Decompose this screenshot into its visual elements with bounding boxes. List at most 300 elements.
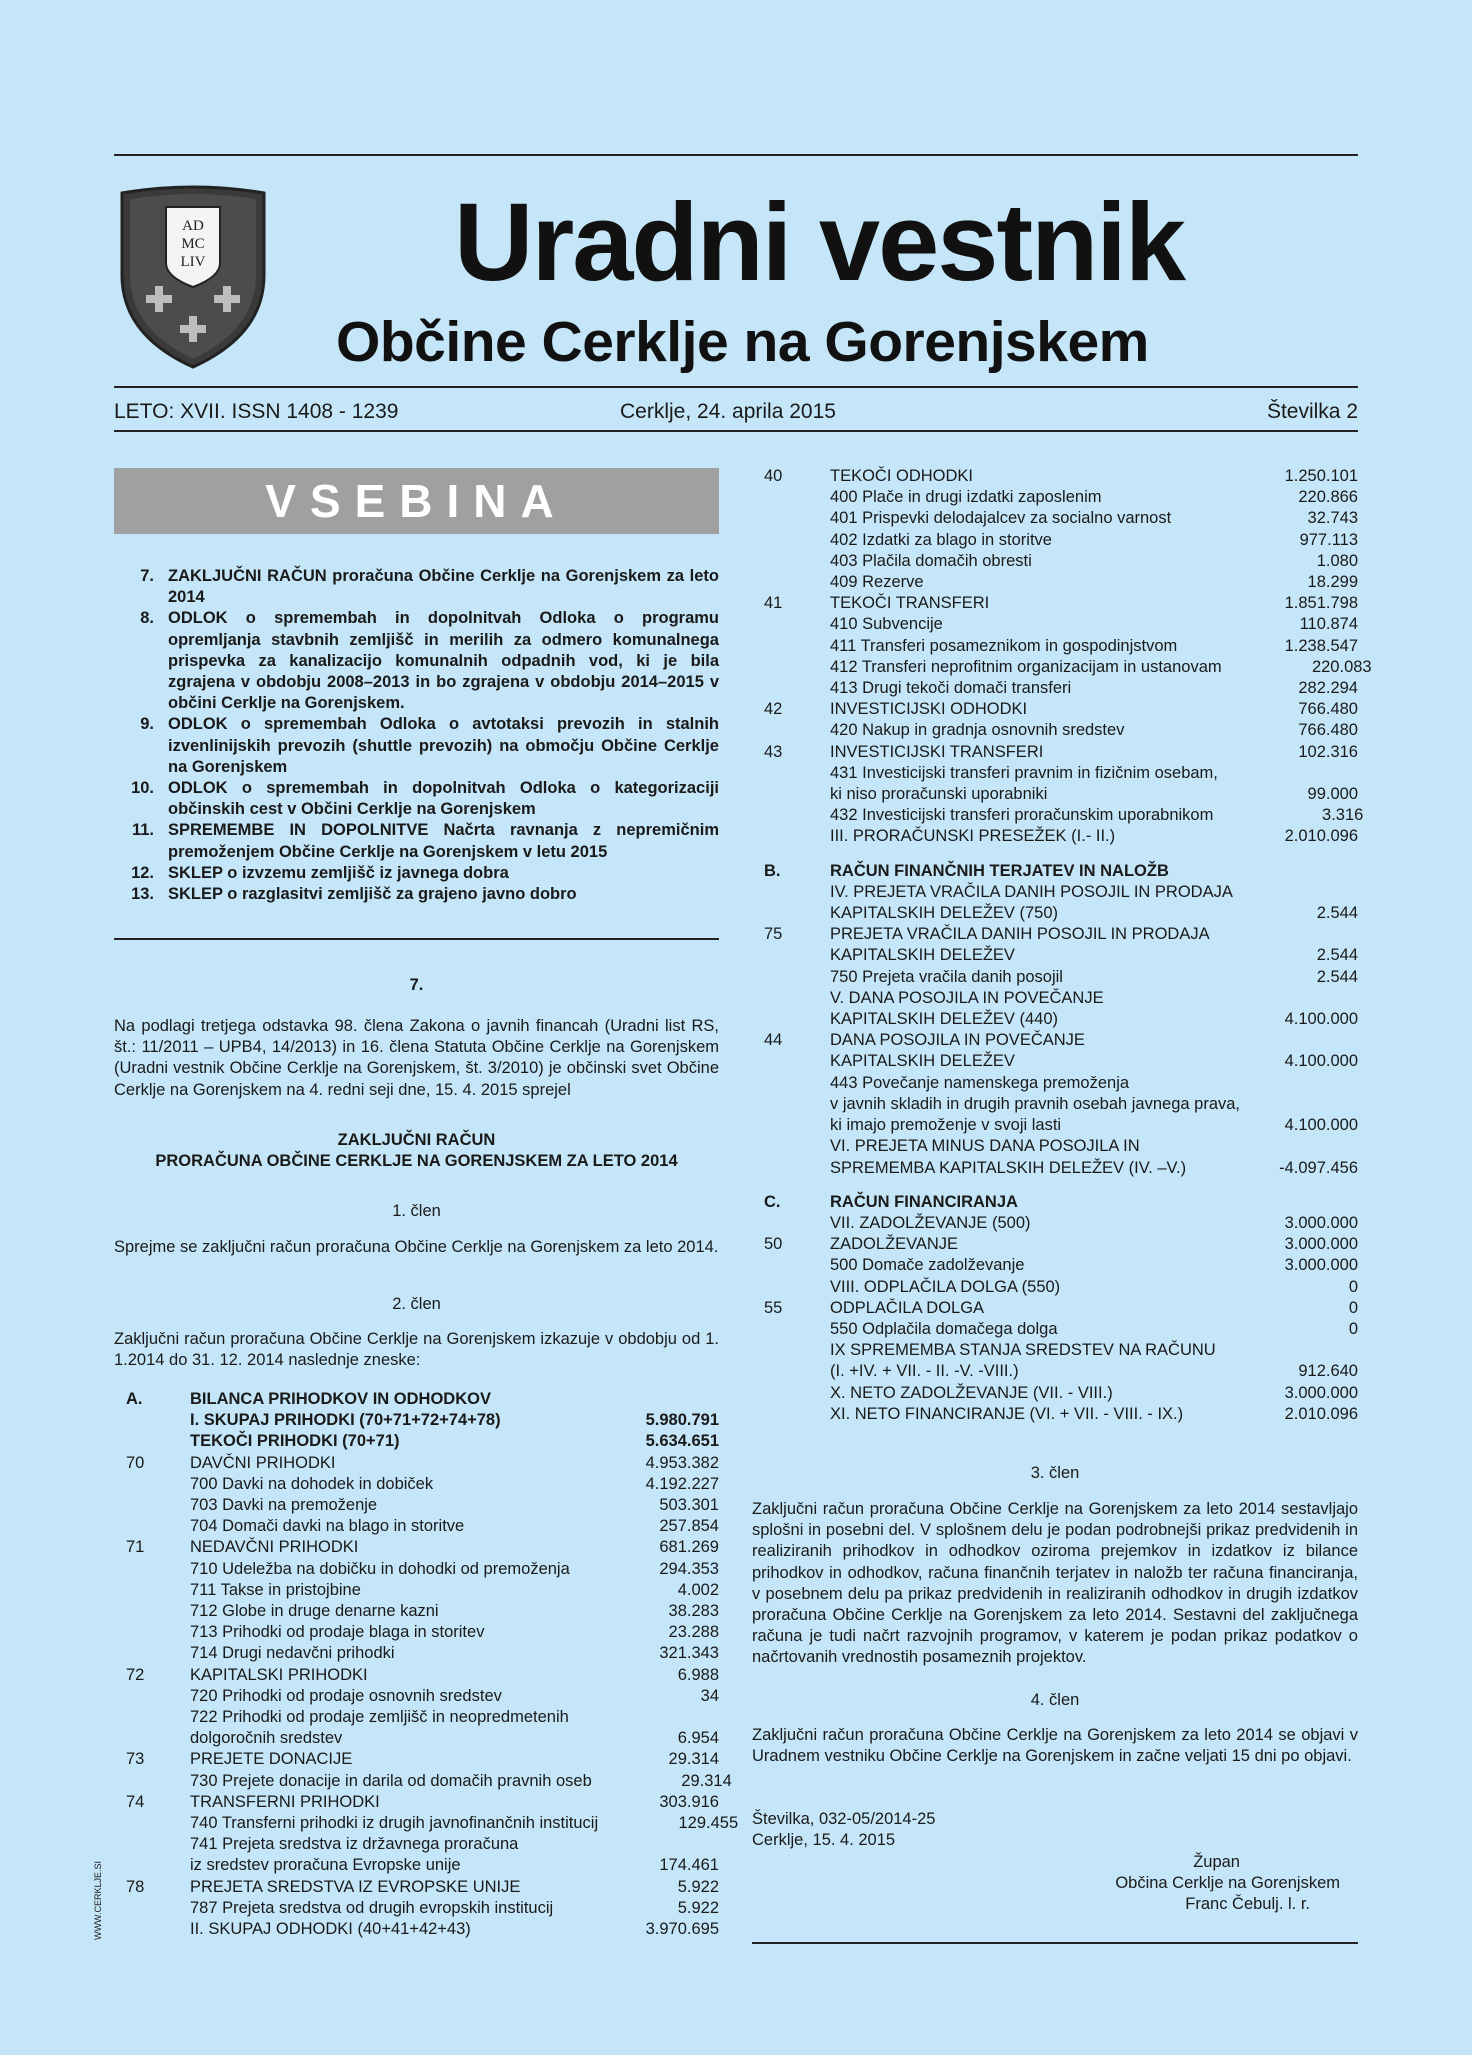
account-label: 703 Davki na premoženje xyxy=(190,1496,378,1515)
amount: 766.480 xyxy=(1298,721,1358,740)
amount xyxy=(579,1834,719,1855)
act-title-line2: PRORAČUNA OBČINE CERKLJE NA GORENJSKEM ZA LETO 2014 xyxy=(155,1152,678,1170)
account-code xyxy=(114,1771,190,1792)
account-code: 55 xyxy=(764,1298,783,1317)
document-number: Številka, 032-05/2014-25 xyxy=(752,1810,936,1828)
table-row xyxy=(114,1601,719,1622)
account-label: I. SKUPAJ PRIHODKI (70+71+72+74+78) xyxy=(190,1411,501,1430)
account-label: 550 Odplačila domačega dolga xyxy=(830,1319,1058,1338)
table-row xyxy=(752,1009,1358,1030)
account-code xyxy=(752,1383,830,1404)
table-row xyxy=(752,614,1358,635)
clen2-heading: 2. člen xyxy=(392,1295,441,1313)
table-row xyxy=(752,678,1358,699)
amount: -4.097.456 xyxy=(1279,1158,1358,1177)
amount: 34 xyxy=(700,1686,719,1705)
clen1-text: Sprejme se zaključni račun proračuna Občine Cerklje na Gorenjskem za leto 2014. xyxy=(114,1238,719,1256)
account-label: 401 Prispevki delodajalcev za socialno varnost xyxy=(830,509,1172,528)
table-row xyxy=(114,1707,719,1728)
toc-item-number: 10. xyxy=(131,779,154,798)
place-date: Cerklje, 15. 4. 2015 xyxy=(752,1831,896,1849)
account-code xyxy=(114,1474,190,1495)
amount: 3.316 xyxy=(1322,806,1364,825)
clen3-text: Zaključni račun proračuna Občine Cerklje na Gorenjskem za leto 2014 sestavljajo splošni in posebni del. V splošnem delu je podan podrobnejši prikaz predvidenih in realiziranih prihodkov in odhodkov oziroma prejemkov in izdatkov iz bilance prihodkov in odhodkov, računa finančnih terjatev in naložb ter računa financiranja, v posebnem delu pa prikaz predvidenih in realiziranih odhodkov in drugih izdatkov proračuna Občine Cerklje na Gorenjskem za leto 2014. Sestavni del zaključnega računa je tudi načrt razvojnih programov, v katerem je podan prikaz podatkov o načrtovanih vrednostih posameznih projektov. xyxy=(752,1500,1358,1667)
table-row xyxy=(114,1877,719,1898)
account-label: TEKOČI PRIHODKI (70+71) xyxy=(190,1432,400,1451)
amount xyxy=(1233,882,1383,903)
account-label: V. DANA POSOJILA IN POVEČANJE xyxy=(830,988,1104,1007)
table-row xyxy=(752,882,1358,903)
table-row xyxy=(752,784,1358,805)
account-code: 43 xyxy=(764,742,783,761)
toc-item xyxy=(114,608,719,714)
table-row xyxy=(114,1919,719,1940)
amount: 4.100.000 xyxy=(1284,1052,1358,1071)
amount: 5.634.651 xyxy=(645,1432,719,1451)
table-row xyxy=(752,1158,1358,1179)
amount: 977.113 xyxy=(1299,530,1358,549)
table-row xyxy=(752,1051,1358,1072)
table-row xyxy=(114,1792,719,1813)
account-code xyxy=(114,1622,190,1643)
table-spacer xyxy=(752,848,1358,861)
amount: 174.461 xyxy=(659,1856,719,1875)
table-row xyxy=(752,1340,1358,1361)
amount: 3.970.695 xyxy=(645,1920,719,1939)
table-row xyxy=(752,1319,1358,1340)
table-row xyxy=(752,508,1358,529)
amount: 282.294 xyxy=(1298,679,1358,698)
amount: 1.250.101 xyxy=(1284,467,1358,485)
account-code xyxy=(114,1813,190,1834)
table-of-contents xyxy=(114,566,719,905)
account-code xyxy=(114,1834,190,1855)
account-label: 787 Prejeta sredstva od drugih evropskih institucij xyxy=(190,1898,554,1917)
amount: 4.100.000 xyxy=(1284,1010,1358,1029)
account-code xyxy=(752,1051,830,1072)
account-label: X. NETO ZADOLŽEVANJE (VII. - VIII.) xyxy=(830,1383,1113,1402)
table-row xyxy=(114,1643,719,1664)
toc-item-number: 12. xyxy=(131,863,154,882)
toc-item-number: 13. xyxy=(131,885,154,904)
account-label: IX SPREMEMBA STANJA SREDSTEV NA RAČUNU xyxy=(830,1341,1216,1360)
account-code: 70 xyxy=(126,1453,145,1472)
toc-item xyxy=(114,566,719,608)
account-code xyxy=(114,1580,190,1601)
account-label: 710 Udeležba na dobičku in dohodki od premoženja xyxy=(190,1559,570,1578)
amount: 1.851.798 xyxy=(1284,594,1358,613)
table-spacer xyxy=(752,1179,1358,1192)
account-label: DAVČNI PRIHODKI xyxy=(190,1453,336,1472)
amount xyxy=(1208,988,1358,1009)
table-row xyxy=(752,572,1358,593)
toc-item xyxy=(114,714,719,778)
account-label: 431 Investicijski transferi pravnim in fizičnim osebam, xyxy=(830,763,1218,782)
amount: 32.743 xyxy=(1307,509,1358,528)
table-row xyxy=(752,487,1358,508)
account-code xyxy=(752,784,830,805)
account-label: (I. +IV. + VII. - II. -V. -VIII.) xyxy=(830,1362,1019,1381)
toc-item xyxy=(114,884,719,905)
table-row xyxy=(752,1192,1358,1213)
account-code xyxy=(752,826,830,847)
toc-item-text: ZAKLJUČNI RAČUN proračuna Občine Cerklje na Gorenjskem za leto 2014 xyxy=(168,567,719,607)
account-label: 750 Prejeta vračila danih posojil xyxy=(830,967,1063,986)
toc-item xyxy=(114,820,719,862)
account-code xyxy=(114,1898,190,1919)
amount: 220.866 xyxy=(1298,488,1358,507)
account-label: BILANCA PRIHODKOV IN ODHODKOV xyxy=(190,1390,491,1408)
table-row xyxy=(752,1383,1358,1404)
table-row xyxy=(752,466,1358,487)
amount xyxy=(1240,1094,1390,1115)
amount: 303.916 xyxy=(659,1792,719,1811)
table-row xyxy=(752,1030,1358,1051)
table-row xyxy=(752,720,1358,741)
account-label: 711 Takse in pristojbine xyxy=(190,1580,361,1599)
amount: 4.002 xyxy=(677,1580,719,1599)
act-preamble: Na podlagi tretjega odstavka 98. člena Zakona o javnih financah (Uradni list RS, št.: 11/2011 – UPB4, 14/2013) in 16. člena Statuta Občine Cerklje na Gorenjskem (Uradni vestnik Občine Cerklje na Gorenjskem, št. 3/2010) je občinski svet Občine Cerklje na Gorenjskem na 4. redni seji dne, 15. 4. 2015 sprejel xyxy=(114,1017,719,1099)
account-code xyxy=(752,657,830,678)
table-row xyxy=(114,1665,719,1686)
contents-heading: VSEBINA xyxy=(114,468,719,534)
table-row xyxy=(752,636,1358,657)
amount: 2.010.096 xyxy=(1284,1404,1358,1423)
financial-accounts-table xyxy=(752,466,1372,1425)
amount: 257.854 xyxy=(659,1517,719,1536)
account-label: 402 Izdatki za blago in storitve xyxy=(830,530,1052,549)
account-code xyxy=(114,1728,190,1749)
account-code xyxy=(752,988,830,1009)
table-row xyxy=(114,1622,719,1643)
toc-item-number: 9. xyxy=(140,715,154,734)
amount: 220.083 xyxy=(1311,657,1372,676)
table-row xyxy=(752,1213,1358,1234)
account-label: ODPLAČILA DOLGA xyxy=(830,1298,985,1317)
account-label: TEKOČI TRANSFERI xyxy=(830,594,990,613)
crest-text-2: MC xyxy=(181,236,205,252)
account-label: PREJETA SREDSTVA IZ EVROPSKE UNIJE xyxy=(190,1877,521,1896)
account-code: 40 xyxy=(764,467,783,485)
amount: 0 xyxy=(1348,1277,1358,1296)
amount: 294.353 xyxy=(659,1559,719,1578)
account-label: 720 Prihodki od prodaje osnovnih sredstev xyxy=(190,1686,502,1705)
account-code xyxy=(114,1707,190,1728)
amount: 1.238.547 xyxy=(1284,636,1358,655)
account-code xyxy=(114,1601,190,1622)
amount xyxy=(1218,763,1368,784)
account-label: KAPITALSKIH DELEŽEV xyxy=(830,1052,1015,1071)
table-row xyxy=(752,1094,1358,1115)
account-label: RAČUN FINANCIRANJA xyxy=(830,1192,1018,1211)
clen2-text: Zaključni račun proračuna Občine Cerklje na Gorenjskem izkazuje v obdobju od 1. 1.2014 do 31. 12. 2014 naslednje zneske: xyxy=(114,1330,719,1370)
signature-rule xyxy=(752,1942,1358,1944)
account-code xyxy=(752,636,830,657)
account-label: 400 Plače in drugi izdatki zaposlenim xyxy=(830,488,1102,507)
account-code xyxy=(752,1009,830,1030)
table-row xyxy=(114,1855,719,1876)
table-row xyxy=(114,1516,719,1537)
act-number: 7. xyxy=(409,976,424,994)
account-code xyxy=(752,1277,830,1298)
amount: 0 xyxy=(1348,1319,1358,1338)
table-row xyxy=(752,988,1358,1009)
account-code: 44 xyxy=(764,1031,783,1050)
toc-item-text: SKLEP o razglasitvi zemljišč za grajeno javno dobro xyxy=(168,885,577,904)
table-row xyxy=(752,1361,1358,1382)
account-label: XI. NETO FINANCIRANJE (VI. + VII. - VIII. - IX.) xyxy=(830,1404,1184,1423)
table-row xyxy=(114,1389,719,1410)
account-code xyxy=(752,614,830,635)
account-code xyxy=(752,903,830,924)
account-label: 700 Davki na dohodek in dobiček xyxy=(190,1474,434,1493)
account-label: RAČUN FINANČNIH TERJATEV IN NALOŽB xyxy=(830,861,1169,880)
table-row xyxy=(752,1115,1358,1136)
table-row xyxy=(752,1136,1358,1157)
publication-subtitle: Občine Cerklje na Gorenjskem xyxy=(336,310,1149,374)
account-code: 50 xyxy=(764,1235,783,1254)
account-label: 740 Transferni prihodki iz drugih javnofinančnih institucij xyxy=(190,1814,599,1833)
table-row xyxy=(752,945,1358,966)
account-code xyxy=(114,1516,190,1537)
account-code xyxy=(752,1340,830,1361)
signature-title: Župan xyxy=(1193,1853,1240,1871)
table-row xyxy=(114,1537,719,1558)
account-label: 722 Prihodki od prodaje zemljišč in neopredmetenih xyxy=(190,1708,569,1727)
table-row xyxy=(752,967,1358,988)
account-code: 73 xyxy=(126,1750,145,1769)
account-label: 714 Drugi nedavčni prihodki xyxy=(190,1644,395,1663)
account-label: II. SKUPAJ ODHODKI (40+41+42+43) xyxy=(190,1920,471,1939)
publication-title: Uradni vestnik xyxy=(454,181,1185,304)
amount: 321.343 xyxy=(659,1644,719,1663)
clen4-heading: 4. člen xyxy=(1030,1691,1080,1709)
account-code xyxy=(114,1686,190,1707)
clen4-text: Zaključni račun proračuna Občine Cerklje na Gorenjskem za leto 2014 se objavi v Uradnem vestniku Občine Cerklje na Gorenjskem in začne veljati 15 dni po objavi. xyxy=(752,1726,1358,1766)
signature-municipality: Občina Cerklje na Gorenjskem xyxy=(1115,1874,1340,1892)
table-row xyxy=(114,1728,719,1749)
amount: 5.922 xyxy=(677,1898,719,1917)
table-row xyxy=(114,1771,732,1792)
account-label: 432 Investicijski transferi proračunskim uporabnikom xyxy=(830,806,1214,825)
table-row xyxy=(114,1410,719,1431)
table-row xyxy=(752,699,1358,720)
account-code xyxy=(752,1319,830,1340)
account-label: III. PRORAČUNSKI PRESEŽEK (I.- II.) xyxy=(830,827,1116,846)
revenue-expenditure-table xyxy=(114,1389,739,1940)
table-row xyxy=(114,1580,719,1601)
account-code xyxy=(752,763,830,784)
table-row xyxy=(114,1749,719,1770)
amount: 2.544 xyxy=(1316,946,1358,965)
amount: 18.299 xyxy=(1307,573,1358,592)
table-row xyxy=(114,1834,719,1855)
table-row xyxy=(752,903,1358,924)
toc-item-number: 7. xyxy=(140,567,154,585)
amount xyxy=(1208,1073,1358,1094)
toc-item-text: SPREMEMBE IN DOPOLNITVE Načrta ravnanja z nepremičnim premoženjem Občine Cerklje na Gorenjskem v letu 2015 xyxy=(168,821,719,861)
amount xyxy=(579,1389,719,1410)
crest-text-1: AD xyxy=(182,218,204,234)
table-row xyxy=(114,1474,719,1495)
amount: 99.000 xyxy=(1307,785,1358,804)
amount: 5.980.791 xyxy=(645,1411,719,1430)
top-rule xyxy=(114,154,1358,156)
amount: 503.301 xyxy=(659,1496,719,1515)
amount: 1.080 xyxy=(1316,551,1358,570)
amount: 3.000.000 xyxy=(1284,1213,1358,1232)
account-label: KAPITALSKI PRIHODKI xyxy=(190,1665,368,1684)
account-code xyxy=(114,1643,190,1664)
contents-divider xyxy=(114,938,719,940)
amount: 2.544 xyxy=(1316,904,1358,923)
account-code xyxy=(752,1404,830,1425)
table-row xyxy=(752,1255,1358,1276)
toc-item-text: SKLEP o izvzemu zemljišč iz javnega dobra xyxy=(168,863,509,882)
amount: 2.544 xyxy=(1316,967,1358,986)
table-row xyxy=(114,1559,719,1580)
account-code: 42 xyxy=(764,700,783,719)
table-row xyxy=(114,1686,719,1707)
table-row xyxy=(114,1495,719,1516)
account-label: KAPITALSKIH DELEŽEV (440) xyxy=(830,1010,1059,1029)
toc-item-text: ODLOK o spremembah in dopolnitvah Odloka o programu opremljanja stavbnih zemljišč in merilih za odmero komunalnega prispevka za kanalizacijo komunalnih odpadnih vod, ki je bila zgrajena v obdobju 2008–2013 in bo zgrajena v obdobju 2014–2015 v občini Cerklje na Gorenjskem. xyxy=(168,609,719,713)
account-code xyxy=(752,945,830,966)
account-label: INVESTICIJSKI ODHODKI xyxy=(830,700,1028,719)
account-code xyxy=(752,572,830,593)
account-code xyxy=(114,1919,190,1940)
amount: 6.988 xyxy=(677,1665,719,1684)
account-label: VII. ZADOLŽEVANJE (500) xyxy=(830,1213,1031,1232)
table-row xyxy=(752,530,1358,551)
amount: 38.283 xyxy=(668,1602,719,1621)
table-row xyxy=(752,1234,1358,1255)
account-label: IV. PREJETA VRAČILA DANIH POSOJIL IN PRODAJA xyxy=(830,882,1233,901)
amount: 129.455 xyxy=(678,1814,739,1833)
account-label: 403 Plačila domačih obresti xyxy=(830,551,1032,570)
table-row xyxy=(752,1073,1358,1094)
amount: 4.100.000 xyxy=(1284,1116,1358,1135)
amount: 4.953.382 xyxy=(645,1453,719,1472)
account-code: 78 xyxy=(126,1877,145,1896)
account-code xyxy=(752,1255,830,1276)
amount xyxy=(1208,1136,1358,1157)
account-label: 713 Prihodki od prodaje blaga in storitev xyxy=(190,1623,485,1642)
account-label: KAPITALSKIH DELEŽEV (750) xyxy=(830,904,1059,923)
amount xyxy=(1210,924,1360,945)
table-row xyxy=(114,1898,719,1919)
clen3-heading: 3. člen xyxy=(1030,1464,1080,1482)
account-label: PREJETA VRAČILA DANIH POSOJIL IN PRODAJA xyxy=(830,925,1210,944)
account-label: 741 Prejeta sredstva iz državnega proračuna xyxy=(190,1835,519,1854)
account-label: 712 Globe in druge denarne kazni xyxy=(190,1602,439,1621)
amount: 3.000.000 xyxy=(1284,1383,1358,1402)
account-label: dolgoročnih sredstev xyxy=(190,1729,343,1748)
account-label: ki niso proračunski uporabniki xyxy=(830,785,1048,804)
table-row xyxy=(752,1277,1358,1298)
table-row xyxy=(752,826,1358,847)
account-code: 72 xyxy=(126,1665,145,1684)
amount xyxy=(1208,861,1358,882)
table-row xyxy=(752,1298,1358,1319)
account-label: v javnih skladih in drugih pravnih osebah javnega prava, xyxy=(830,1094,1241,1113)
account-label: 410 Subvencije xyxy=(830,615,943,634)
issue-year-issn: LETO: XVII. ISSN 1408 - 1239 xyxy=(114,400,399,423)
account-code xyxy=(752,508,830,529)
amount: 6.954 xyxy=(677,1729,719,1748)
amount: 3.000.000 xyxy=(1284,1256,1358,1275)
account-code: 75 xyxy=(764,925,783,944)
account-code xyxy=(752,530,830,551)
issue-date: Cerklje, 24. aprila 2015 xyxy=(620,400,836,423)
toc-item xyxy=(114,778,719,820)
account-code: 74 xyxy=(126,1792,145,1811)
act-title-line1: ZAKLJUČNI RAČUN xyxy=(337,1131,496,1149)
table-row xyxy=(752,593,1358,614)
account-label: PREJETE DONACIJE xyxy=(190,1750,353,1769)
account-label: 704 Domači davki na blago in storitve xyxy=(190,1517,465,1536)
account-code: 41 xyxy=(764,594,783,613)
account-label: 409 Rezerve xyxy=(830,573,924,592)
account-code xyxy=(752,551,830,572)
account-label: 730 Prejete donacije in darila od domačih pravnih oseb xyxy=(190,1771,592,1790)
account-label: VIII. ODPLAČILA DOLGA (550) xyxy=(830,1277,1061,1296)
account-label: 500 Domače zadolževanje xyxy=(830,1256,1025,1275)
amount: 3.000.000 xyxy=(1284,1235,1358,1254)
amount: 2.010.096 xyxy=(1284,827,1358,846)
account-label: ki imajo premoženje v svoji lasti xyxy=(830,1116,1062,1135)
website-side-text: WWW.CERKLJE.SI xyxy=(93,1860,103,1940)
toc-item-number: 11. xyxy=(131,821,154,840)
account-code xyxy=(752,967,830,988)
amount: 29.314 xyxy=(668,1750,719,1769)
account-label: SPREMEMBA KAPITALSKIH DELEŽEV (IV. –V.) xyxy=(830,1158,1187,1177)
account-code xyxy=(114,1495,190,1516)
account-code xyxy=(752,1158,830,1179)
account-label: 411 Transferi posameznikom in gospodinjstvom xyxy=(830,636,1178,655)
account-label: KAPITALSKIH DELEŽEV xyxy=(830,946,1015,965)
account-code xyxy=(752,882,830,903)
table-row xyxy=(752,805,1364,826)
header-rule-upper xyxy=(114,386,1358,388)
coat-of-arms-icon xyxy=(118,185,268,370)
account-label: ZADOLŽEVANJE xyxy=(830,1235,959,1254)
table-row xyxy=(114,1453,719,1474)
table-row xyxy=(752,861,1358,882)
account-code: A. xyxy=(126,1390,143,1408)
table-row xyxy=(114,1813,739,1834)
signature-name: Franc Čebulj. l. r. xyxy=(1185,1895,1310,1913)
account-code xyxy=(752,1213,830,1234)
account-label: TEKOČI ODHODKI xyxy=(830,467,974,485)
table-row xyxy=(752,657,1372,678)
table-row xyxy=(114,1431,719,1452)
amount: 766.480 xyxy=(1298,700,1358,719)
amount xyxy=(1208,1192,1358,1213)
amount: 681.269 xyxy=(659,1538,719,1557)
header-rule-lower xyxy=(114,430,1358,432)
account-code: C. xyxy=(764,1192,781,1211)
table-row xyxy=(752,763,1358,784)
amount: 5.922 xyxy=(677,1877,719,1896)
account-code xyxy=(752,678,830,699)
account-label: NEDAVČNI PRIHODKI xyxy=(190,1538,359,1557)
amount xyxy=(1208,1030,1358,1051)
account-label: 413 Drugi tekoči domači transferi xyxy=(830,679,1072,698)
account-code xyxy=(114,1855,190,1876)
toc-item-text: ODLOK o spremembah Odloka o avtotaksi prevozih in stalnih izvenlinijskih prevozih (shuttle prevozih) na območju Občine Cerklje na Gorenjskem xyxy=(168,715,719,776)
table-row xyxy=(752,1404,1358,1425)
